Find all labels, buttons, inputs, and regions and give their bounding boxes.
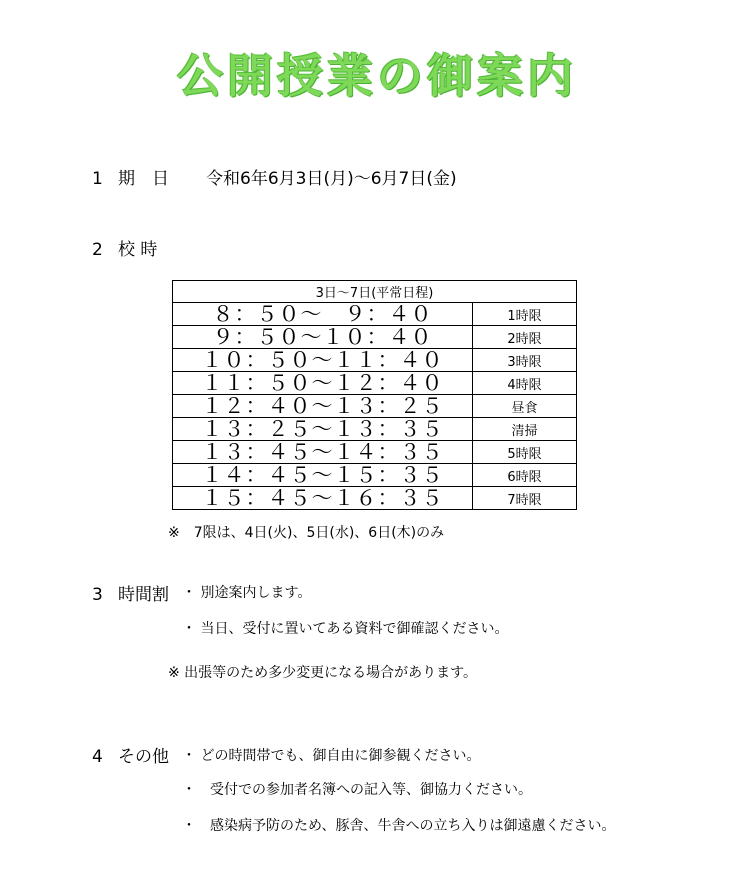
table-row [173,441,577,464]
section-number: 1 [92,169,103,189]
time-cell: １１：５０～１２：４０ [173,372,473,395]
table-row [173,487,577,510]
period-cell: 6時限 [473,464,577,487]
period-cell: 7時限 [473,487,577,510]
timetable-note: ※ 出張等のため多少変更になる場合があります。 [168,665,478,681]
schedule-table [172,280,577,510]
section-label: 期 日 [118,169,169,189]
section-label: 校 時 [118,240,158,260]
list-item: ・ 別途案内します。 [182,585,312,601]
period-cell: 昼食 [473,395,577,418]
list-item: ・ 感染病予防のため、豚舎、牛舎への立ち入りは御遠慮ください。 [182,818,616,834]
page-title: 公開授業の御案内 [177,49,577,103]
section-other [92,742,169,767]
section-number: 2 [92,240,103,260]
period-value: 令和6年6月3日(月)～6月7日(金) [206,169,457,189]
schedule-note: ※ 7限は、4日(火)、5日(水)、6日(木)のみ [168,525,445,541]
list-item: ・ どの時間帯でも、御自由に御参観ください。 [182,748,481,764]
time-cell: １２：４０～１３：２５ [173,395,473,418]
time-cell: １３：４５～１４：３５ [173,441,473,464]
table-row [173,303,577,326]
section-number: 4 [92,747,103,767]
section-hours [92,235,157,260]
table-row [173,326,577,349]
time-cell: １４：４５～１５：３５ [173,464,473,487]
table-row [173,418,577,441]
period-cell: 2時限 [473,326,577,349]
table-row [173,464,577,487]
period-cell: 3時限 [473,349,577,372]
section-timetable [92,580,169,605]
schedule-header: 3日～7日(平常日程) [173,281,577,303]
list-item: ・ 当日、受付に置いてある資料で御確認ください。 [182,621,509,637]
time-cell: １０：５０～１１：４０ [173,349,473,372]
table-row [173,349,577,372]
time-cell: １５：４５～１６：３５ [173,487,473,510]
section-label: その他 [118,747,169,767]
time-cell: ８：５０～ ９：４０ [173,303,473,326]
table-row [173,395,577,418]
section-label: 時間割 [118,585,169,605]
period-cell: 5時限 [473,441,577,464]
period-cell: 4時限 [473,372,577,395]
time-cell: １３：２５～１３：３５ [173,418,473,441]
section-number: 3 [92,585,103,605]
list-item: ・ 受付での参加者名簿への記入等、御協力ください。 [182,782,532,798]
table-row [173,372,577,395]
period-cell: 清掃 [473,418,577,441]
period-cell: 1時限 [473,303,577,326]
time-cell: ９：５０～１０：４０ [173,326,473,349]
section-period [92,164,457,189]
